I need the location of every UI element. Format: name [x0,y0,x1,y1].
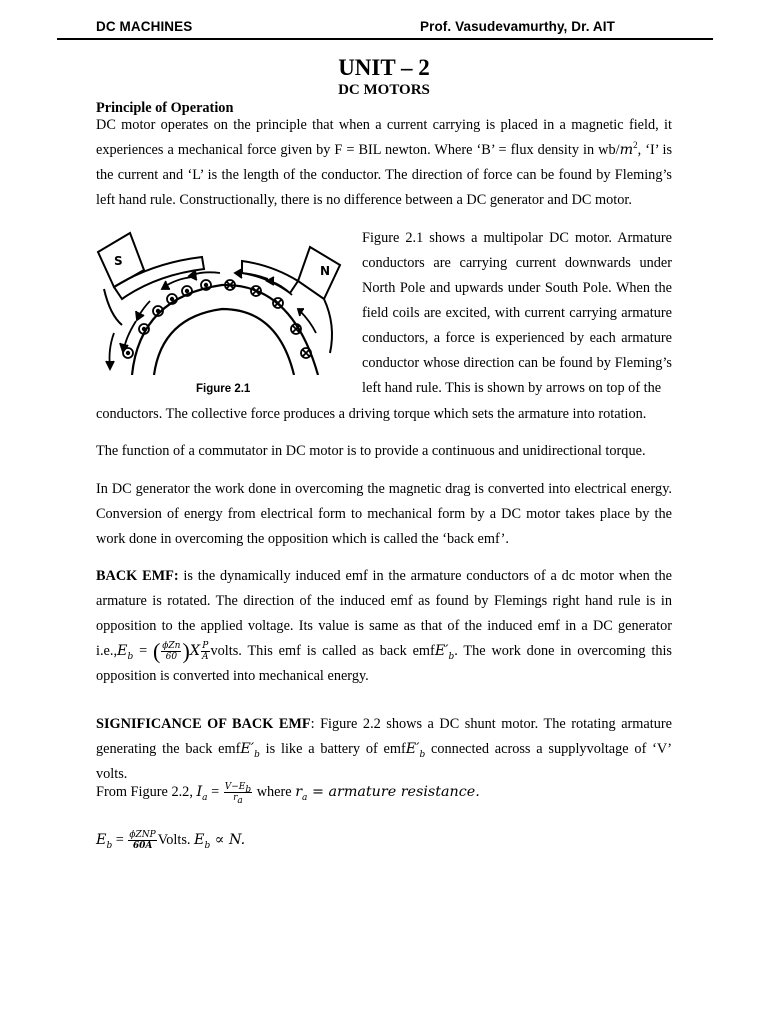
principle-text-a: DC motor operates on the principle that when a current carrying is placed in a magnetic field, it experiences a mechanical force given by F = BIL newton. Where ‘B’ = flux density in wb/ [96,117,672,158]
unit-exp: 2 [633,140,638,151]
figure-side-text: Figure 2.1 shows a multipolar DC motor. Armature conductors are carrying current downwards under North Pole and upwards under South Pole. When the field coils are excited, with current carrying armature conductors, a force is experienced by each armature conductor whose direction can be found by Fleming’s left hand rule. This is shown by arrows on top of the [362,230,672,396]
eb-sub: b [127,651,134,662]
ia-frac-num [224,782,252,796]
ia-eq-sign: = [207,784,223,800]
principle-heading: Principle of Operation [96,100,234,116]
south-pole-shape [98,233,204,325]
significance-text-1: : Figure 2.2 shows a DC shunt motor. The rotating armature generating the back emf [96,716,672,757]
header-rule [57,38,713,40]
x-symbol: X [189,643,200,659]
eb2-frac-num: ϕZNP [129,830,156,841]
back-emf-paragraph [96,564,672,689]
ia-den-text: r [233,793,238,804]
ebp-symbol: E′ [434,643,449,659]
eb2-eq-sign: = [112,832,128,848]
paren-close: ) [182,638,190,664]
fraction-p-a [201,641,210,662]
figure-2-1 [92,225,354,375]
frac2-num: P [202,641,209,652]
principle-paragraph [96,113,672,213]
sig-ebp-sub-1: b [254,749,260,760]
ebp-sub: b [448,651,455,662]
north-pole-shape [242,247,340,353]
fraction-v-eb-ra [224,782,252,807]
eb2-unit: Volts. [157,832,195,848]
principle-text-b: , ‘I’ is the current and ‘L’ is the length of the conductor. The direction of force can be found by Fleming’s left hand rule. Constructionally, there is no difference between a DC generator and DC motor. [96,142,673,208]
eb-symbol: E [117,643,128,659]
eb2-symbol: E [96,832,107,848]
frac1-den: 60 [165,652,178,663]
eb3-sub: b [204,840,211,851]
figure-continuation: conductors. The collective force produces a driving torque which sets the armature into rotation. [96,406,647,422]
ia-num-sub: b [245,785,252,796]
ia-sub: a [202,792,208,803]
header-right: Prof. Vasudevamurthy, Dr. AIT [420,19,615,34]
back-emf-text: is the dynamically induced emf in the armature conductors of a dc motor when the armature is rotated. The direction of the induced emf as found by Flemings right hand rule is in opposition to the applied voltage. Its value is same as that of the induced emf in a DC generator i.e., [96,568,673,659]
frac2-den: A [202,652,209,663]
commutator-paragraph: The function of a commutator in DC motor is to provide a continuous and unidirectional torque. [96,443,646,459]
eq-sign: = [133,643,153,659]
significance-label: SIGNIFICANCE OF BACK EMF [96,716,311,732]
ia-den-sub: a [237,796,243,807]
eb2-sub: b [106,840,113,851]
sig-ebp-symbol-1: E′ [240,741,255,757]
fraction-phiznp-60a [128,830,156,851]
sig-ebp-sub-2: b [419,749,426,760]
fraction-phizn-60 [161,641,181,662]
back-emf-text-2: volts. This emf is called as back emf [210,643,435,659]
ia-equation-line [96,780,672,805]
generator-paragraph: In DC generator the work done in overcoming the magnetic drag is converted into electrical energy. Conversion of energy from electrical form to mechanical form by a DC motor takes place by the work done in overcoming the opposition which is called the ‘back emf’. [96,481,672,547]
header-left: DC MACHINES [96,19,193,34]
back-emf-text-end: . The work done in overcoming this opposition is converted into mechanical energy. [96,643,673,684]
eb-prop-text: ∝ N. [210,832,246,848]
back-emf-label: BACK EMF: [96,568,179,584]
frac1-num: ϕZn [162,641,181,652]
ia-num-text: V−E [224,782,246,793]
ra-symbol: r [295,784,303,800]
sig-ebp-symbol-2: E′ [405,741,420,757]
significance-text-2: is like a battery of emf [259,741,406,757]
eb-equation-line [96,828,672,853]
unit-subtitle: DC MOTORS [338,82,430,98]
eb3-symbol: E [194,832,205,848]
ra-description: = armature resistance. [307,784,480,800]
significance-paragraph [96,712,672,787]
pole-n-label: N [320,264,331,278]
figure-caption: Figure 2.1 [196,383,251,395]
unit-title: UNIT – 2 [338,55,430,80]
ia-where: where [253,784,296,800]
ra-sub: a [302,792,308,803]
ia-prefix: From Figure 2.2, [96,784,197,800]
pole-s-label: S [114,254,123,268]
armature-inner-arc [154,309,294,375]
eb2-frac-den: 60A [132,841,153,852]
ia-symbol: I [196,784,203,800]
unit-m: m [619,142,634,158]
significance-text-3: connected across a supplyvoltage of ‘V’ volts. [96,741,672,782]
multipolar-motor-diagram [92,225,354,375]
paren-open: ( [152,638,161,664]
